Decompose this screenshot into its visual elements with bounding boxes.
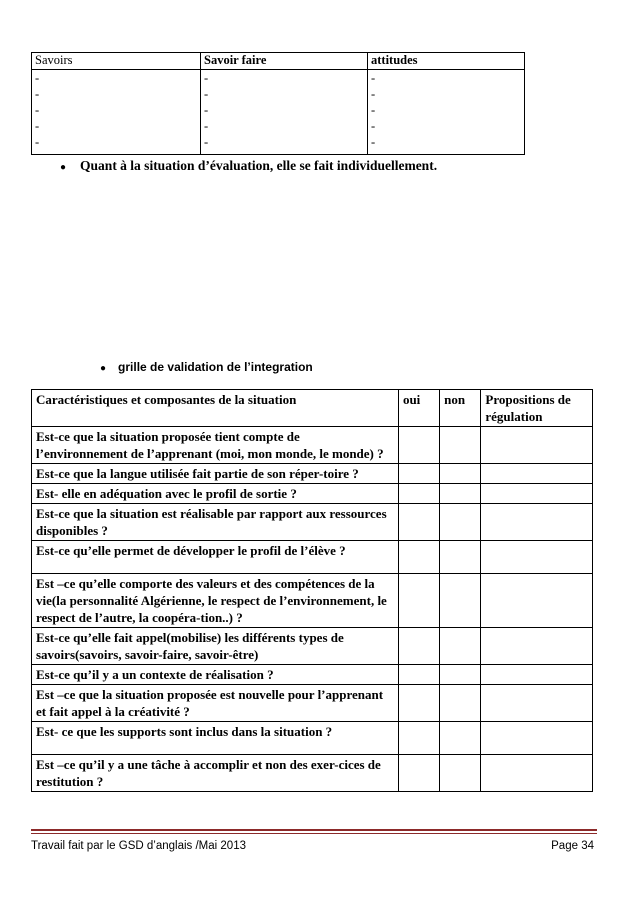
attitudes-cell bbox=[368, 70, 525, 155]
dash: - bbox=[204, 87, 209, 101]
non-cell bbox=[440, 685, 481, 722]
table-row bbox=[32, 755, 593, 792]
non-cell bbox=[440, 541, 481, 574]
question-cell: Est-ce que la situation est réalisable par rapport aux ressources disponibles ? bbox=[32, 504, 399, 541]
header-propositions: Propositions de régulation bbox=[481, 390, 593, 427]
oui-cell bbox=[398, 722, 439, 755]
dash: - bbox=[371, 71, 376, 85]
dash: - bbox=[204, 71, 209, 85]
footer-credit: Travail fait par le GSD d’anglais /Mai 2013 bbox=[31, 840, 246, 852]
oui-cell bbox=[398, 504, 439, 541]
question-cell: Est-ce que la langue utilisée fait partie de son réper-toire ? bbox=[32, 464, 399, 484]
propositions-cell bbox=[481, 484, 593, 504]
propositions-cell bbox=[481, 541, 593, 574]
propositions-cell bbox=[481, 722, 593, 755]
oui-cell bbox=[398, 574, 439, 628]
non-cell bbox=[440, 427, 481, 464]
table-row bbox=[32, 574, 593, 628]
question-cell: Est –ce qu’elle comporte des valeurs et des compétences de la vie(la personnalité Algérienne, le respect de l’environnement, le respect de l’autre, la coopéra-tion..) ? bbox=[32, 574, 399, 628]
dash: - bbox=[371, 119, 376, 133]
table-row bbox=[32, 685, 593, 722]
validation-grid bbox=[31, 389, 593, 792]
non-cell bbox=[440, 504, 481, 541]
oui-cell bbox=[398, 484, 439, 504]
evaluation-bullet bbox=[60, 158, 437, 174]
non-cell bbox=[440, 722, 481, 755]
question-cell: Est-ce qu’il y a un contexte de réalisation ? bbox=[32, 665, 399, 685]
savoirs-cell bbox=[32, 70, 201, 155]
oui-cell bbox=[398, 685, 439, 722]
table-row bbox=[32, 427, 593, 464]
footer-divider bbox=[31, 829, 597, 831]
table-row bbox=[32, 464, 593, 484]
dash: - bbox=[371, 135, 376, 149]
header-oui: oui bbox=[398, 390, 439, 427]
bullet-icon: ● bbox=[100, 363, 107, 374]
non-cell bbox=[440, 574, 481, 628]
dash: - bbox=[204, 119, 209, 133]
dash: - bbox=[35, 103, 40, 117]
question-cell: Est-ce que la situation proposée tient compte de l’environnement de l’apprenant (moi, mon monde, le monde) ? bbox=[32, 427, 399, 464]
header-savoir-faire: Savoir faire bbox=[201, 53, 368, 70]
non-cell bbox=[440, 665, 481, 685]
question-cell: Est- elle en adéquation avec le profil de sortie ? bbox=[32, 484, 399, 504]
table-row bbox=[32, 541, 593, 574]
propositions-cell bbox=[481, 427, 593, 464]
header-savoirs: Savoirs bbox=[32, 53, 201, 70]
non-cell bbox=[440, 755, 481, 792]
table-row bbox=[32, 484, 593, 504]
savoir-faire-cell bbox=[201, 70, 368, 155]
table-row bbox=[32, 628, 593, 665]
knowledge-table bbox=[31, 52, 525, 155]
dash: - bbox=[35, 87, 40, 101]
question-cell: Est- ce que les supports sont inclus dans la situation ? bbox=[32, 722, 399, 755]
question-cell: Est-ce qu’elle fait appel(mobilise) les différents types de savoirs(savoirs, savoir-faire, savoir-être) bbox=[32, 628, 399, 665]
dash: - bbox=[35, 71, 40, 85]
oui-cell bbox=[398, 464, 439, 484]
dash: - bbox=[371, 87, 376, 101]
dash: - bbox=[204, 103, 209, 117]
propositions-cell bbox=[481, 574, 593, 628]
header-non: non bbox=[440, 390, 481, 427]
bullet-icon: ● bbox=[60, 162, 67, 173]
grid-title-bullet bbox=[100, 360, 313, 374]
propositions-cell bbox=[481, 464, 593, 484]
non-cell bbox=[440, 628, 481, 665]
header-attitudes: attitudes bbox=[368, 53, 525, 70]
dash: - bbox=[35, 119, 40, 133]
propositions-cell bbox=[481, 504, 593, 541]
grid-title-text: grille de validation de l’integration bbox=[118, 360, 313, 374]
evaluation-bullet-text: Quant à la situation d’évaluation, elle se fait individuellement. bbox=[80, 158, 438, 173]
propositions-cell bbox=[481, 665, 593, 685]
question-cell: Est –ce qu’il y a une tâche à accomplir et non des exer-cices de restitution ? bbox=[32, 755, 399, 792]
propositions-cell bbox=[481, 685, 593, 722]
table-row bbox=[32, 722, 593, 755]
oui-cell bbox=[398, 628, 439, 665]
oui-cell bbox=[398, 755, 439, 792]
page-number: Page 34 bbox=[551, 840, 594, 852]
footer-divider bbox=[31, 833, 597, 834]
dash: - bbox=[35, 135, 40, 149]
non-cell bbox=[440, 484, 481, 504]
table-row bbox=[32, 504, 593, 541]
propositions-cell bbox=[481, 755, 593, 792]
dash: - bbox=[204, 135, 209, 149]
non-cell bbox=[440, 464, 481, 484]
propositions-cell bbox=[481, 628, 593, 665]
grid-header-row bbox=[32, 390, 593, 427]
oui-cell bbox=[398, 665, 439, 685]
oui-cell bbox=[398, 427, 439, 464]
table-row bbox=[32, 665, 593, 685]
header-question: Caractéristiques et composantes de la situation bbox=[32, 390, 399, 427]
oui-cell bbox=[398, 541, 439, 574]
question-cell: Est –ce que la situation proposée est nouvelle pour l’apprenant et fait appel à la créativité ? bbox=[32, 685, 399, 722]
question-cell: Est-ce qu’elle permet de développer le profil de l’élève ? bbox=[32, 541, 399, 574]
dash: - bbox=[371, 103, 376, 117]
